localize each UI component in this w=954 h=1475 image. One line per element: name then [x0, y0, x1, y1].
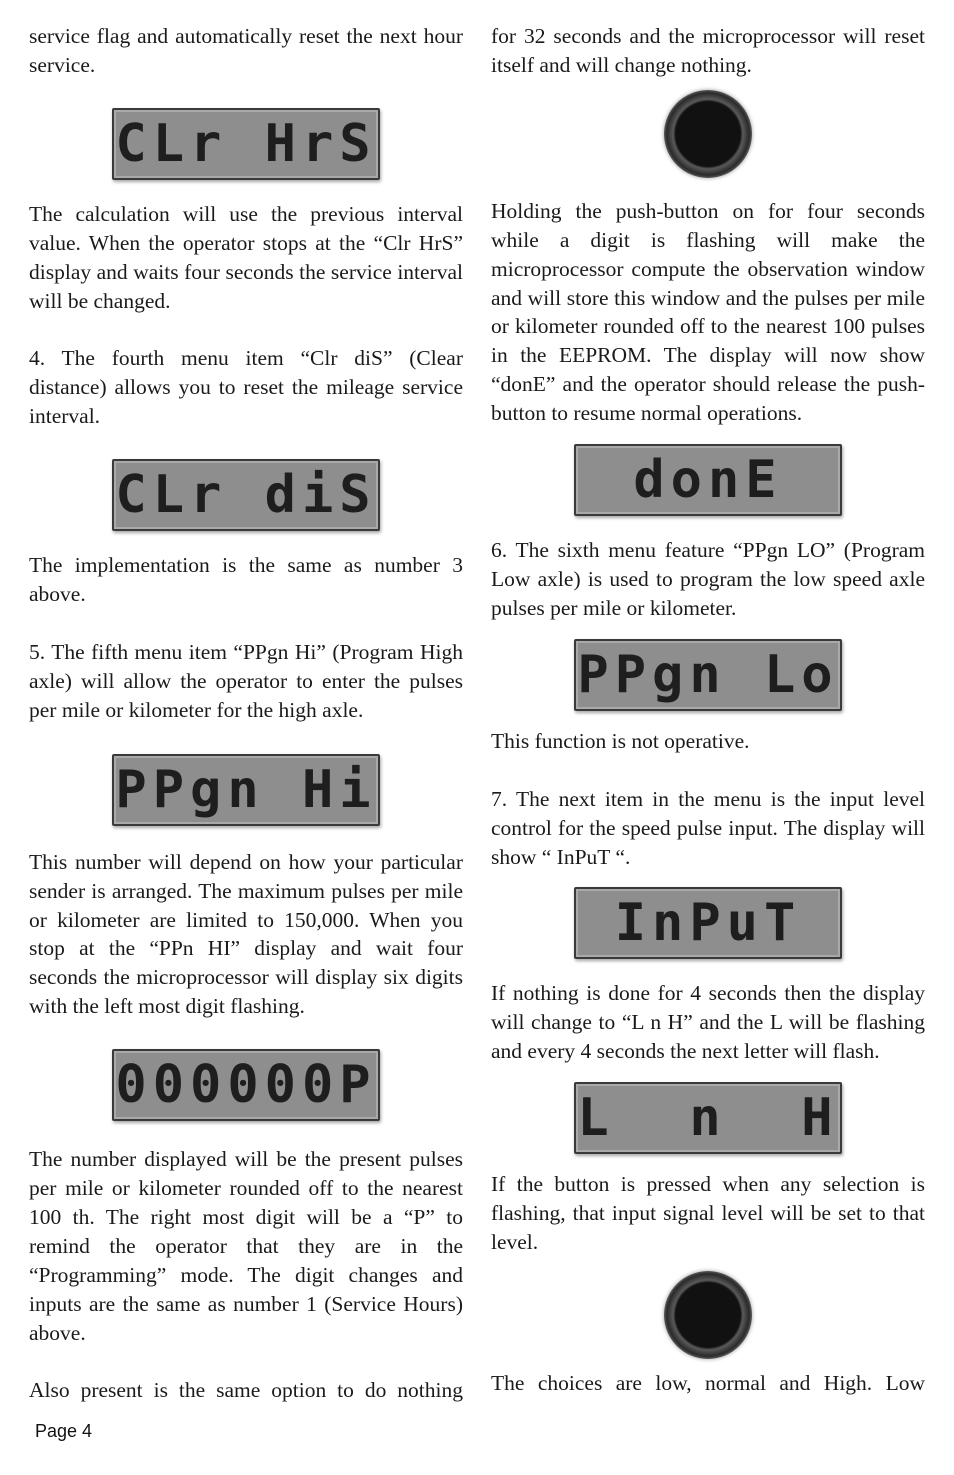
lcd-display-input: InPuT: [574, 887, 842, 959]
paragraph: 4. The fourth menu item “Clr diS” (Clear distance) allows you to reset the mileage service interval.: [29, 346, 463, 429]
paragraph: Also present is the same option to do nothing: [29, 1378, 463, 1403]
paragraph: The number displayed will be the present pulses per mile or kilometer rounded off to the nearest 100 th. The right most digit will be a “P” to remind the operator that they are in the “Programming” mode. The digit changes and inputs are the same as number 1 (Service Hours) above.: [29, 1147, 463, 1345]
paragraph: 5. The fifth menu item “PPgn Hi” (Program High axle) will allow the operator to enter the pulses per mile or kilometer for the high axle.: [29, 639, 463, 722]
paragraph: The calculation will use the previous interval value. When the operator stops at the “Clr HrS” display and waits four seconds the service interval will be changed.: [29, 201, 463, 313]
paragraph: service flag and automatically reset the next hour service.: [29, 24, 463, 77]
paragraph: If nothing is done for 4 seconds then the display will change to “L n H” and the L will be flashing and every 4 seconds the next letter will flash.: [491, 981, 925, 1064]
paragraph: This function is not operative.: [491, 728, 750, 753]
lcd-display-l-n-h: L n H: [574, 1082, 842, 1154]
push-button-icon: [664, 90, 752, 178]
paragraph: for 32 seconds and the microprocessor will reset itself and will change nothing.: [491, 24, 925, 77]
lcd-display-done: donE: [574, 444, 842, 516]
paragraph: If the button is pressed when any selection is flashing, that input signal level will be set to that level.: [491, 1172, 925, 1254]
push-button-icon: [664, 1271, 752, 1359]
paragraph: The implementation is the same as number 3 above.: [29, 553, 463, 607]
paragraph: 7. The next item in the menu is the input level control for the speed pulse input. The display will show “ InPuT “.: [491, 786, 925, 869]
lcd-display-digits: 000000P: [112, 1049, 380, 1121]
right-column: [491, 22, 925, 1398]
lcd-display-ppgn-lo: PPgn Lo: [574, 639, 842, 711]
paragraph: This number will depend on how your particular sender is arranged. The maximum pulses per mile or kilometer are limited to 150,000. When you stop at the “PPn HI” display and wait four seconds the microprocessor will display six digits with the left most digit flashing.: [29, 849, 463, 1019]
paragraph: 6. The sixth menu feature “PPgn LO” (Program Low axle) is used to program the low speed axle pulses per mile or kilometer.: [491, 538, 925, 620]
lcd-display-clr-dis: CLr diS: [112, 459, 380, 531]
left-column: [29, 22, 463, 1405]
lcd-display-ppgn-hi: PPgn Hi: [112, 754, 380, 826]
lcd-display-clr-hrs: CLr HrS: [112, 108, 380, 180]
paragraph: Holding the push-button on for four seconds while a digit is flashing will make the microprocessor compute the observation window and will store this window and the pulses per mile or kilometer rounded off to the nearest 100 pulses in the EEPROM. The display will now show “donE” and the operator should release the push-button to resume normal operations.: [491, 198, 925, 426]
paragraph: The choices are low, normal and High. Low: [491, 1370, 925, 1395]
page-number: Page 4: [35, 1421, 93, 1441]
